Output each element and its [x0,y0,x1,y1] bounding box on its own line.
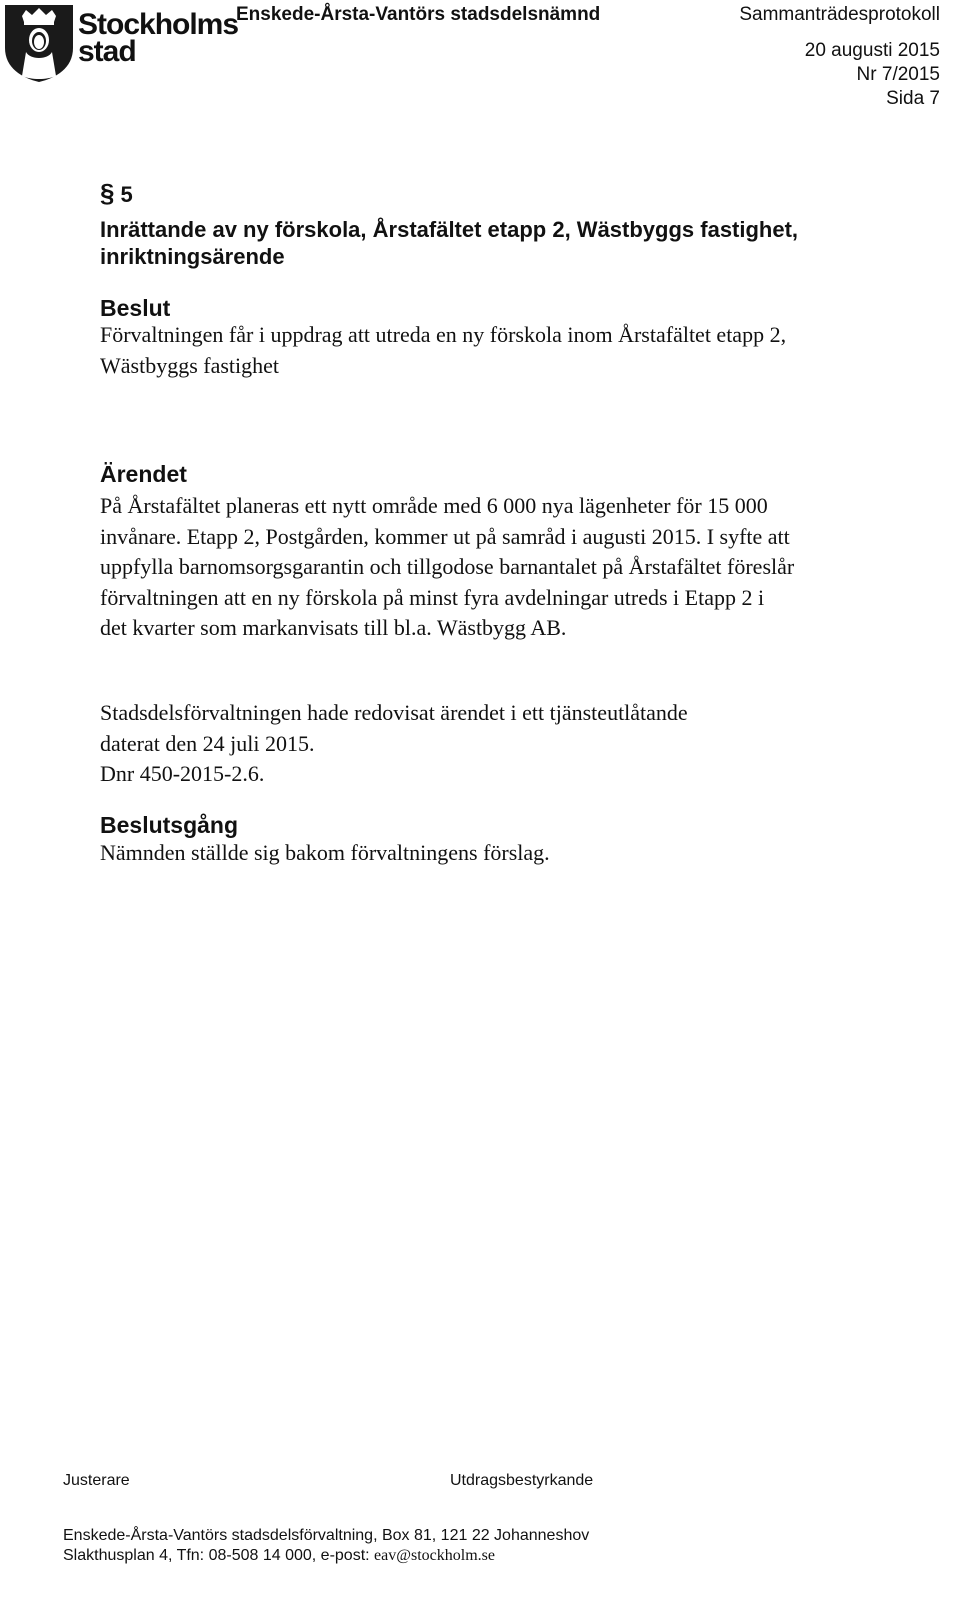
crest-shield-icon [2,2,76,84]
item-title: Inrättande av ny förskola, Årstafältet etapp 2, Wästbyggs fastighet, inriktningsärende [100,217,799,269]
justerare-label: Justerare [63,1472,130,1489]
protocol-number: Nr 7/2015 [856,64,940,85]
meeting-date: 20 augusti 2015 [804,40,940,61]
logo-wordmark-line1: Stockholms [78,8,239,41]
stadsdel-line1: Stadsdelsförvaltningen hade redovisat ärendet i ett tjänsteutlåtande [100,700,688,725]
stadsdel-paragraph [100,698,800,790]
section-number [100,178,133,209]
stockholms-stad-logo [2,2,237,84]
arendet-heading: Ärendet [100,461,187,487]
page-number: Sida 7 [886,88,940,109]
stadsdel-line2: daterat den 24 juli 2015. [100,730,315,756]
logo-wordmark-line2: stad [78,35,136,68]
organization-name: Enskede-Årsta-Vantörs stadsdelsnämnd [236,4,601,25]
document-type: Sammanträdesprotokoll [739,4,940,25]
diary-number: Dnr 450-2015-2.6. [100,761,265,786]
beslut-heading: Beslut [100,295,171,321]
beslut-text: Förvaltningen får i uppdrag att utreda en ny förskola inom Årstafältet etapp 2, Wästbyggs fastighet [100,322,787,378]
footer-email-link[interactable]: eav@stockholm.se [374,1547,495,1564]
beslutsgang-text: Nämnden ställde sig bakom förvaltningens förslag. [100,840,550,865]
footer-address: Enskede-Årsta-Vantörs stadsdelsförvaltning, Box 81, 121 22 Johanneshov [63,1527,590,1544]
utdragsbestyrkande-label: Utdragsbestyrkande [450,1472,594,1489]
footer-contact [63,1547,495,1565]
arendet-text: På Årstafältet planeras ett nytt område med 6 000 nya lägenheter för 15 000 invånare. Etapp 2, Postgården, kommer ut på samråd i augusti 2015. I syfte att uppfylla barnomsorgsgarantin och tillgodose barnantalet på Årstafältet föreslår förvaltningen att en ny förskola på minst fyra avdelningar utreds i Etapp 2 i det kvarter som markanvisats till bl.a. Wästbygg AB. [100,493,795,640]
beslutsgang-heading: Beslutsgång [100,812,239,838]
section-number-value: 5 [120,182,133,207]
section-symbol: § [100,178,115,208]
footer-contact-text: Slakthusplan 4, Tfn: 08-508 14 000, e-post: [63,1547,375,1564]
